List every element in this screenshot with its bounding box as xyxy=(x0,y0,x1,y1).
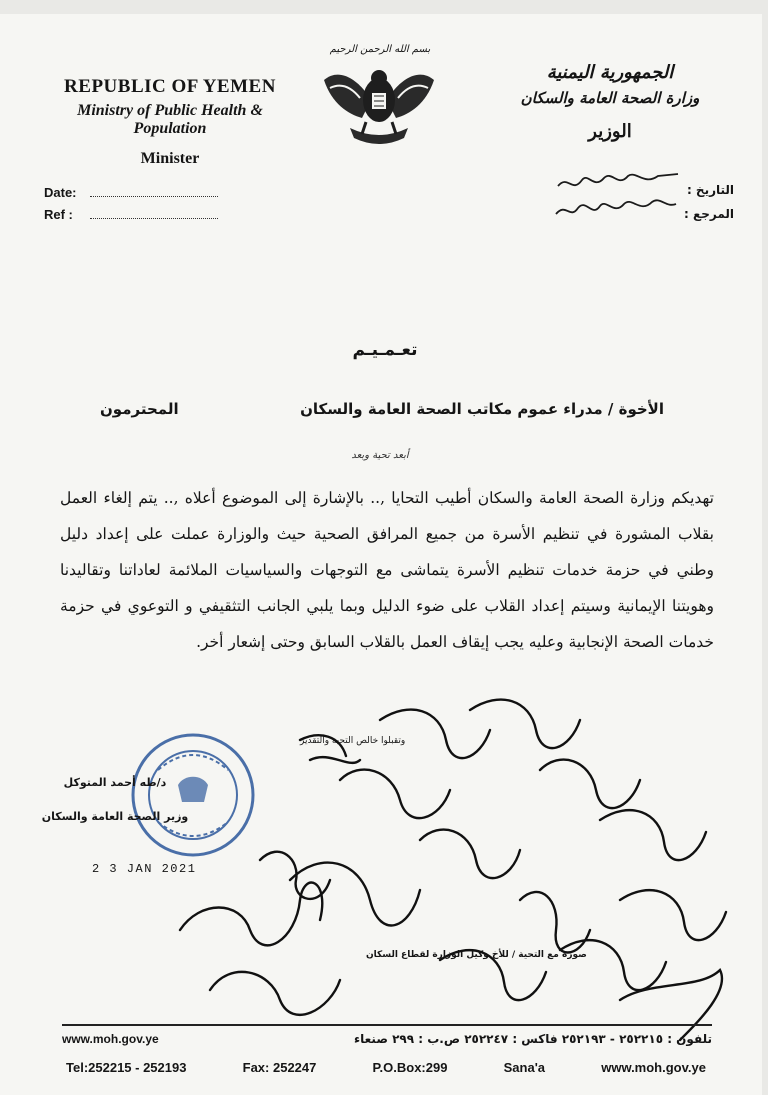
footer-divider xyxy=(62,1024,712,1026)
copy-note: صورة مع التحية / للأخ وكيل الوزارة لقطاع السكان xyxy=(366,950,587,960)
ar-ref-label: المرجع : xyxy=(684,207,734,221)
letter-body: تهديكم وزارة الصحة العامة والسكان أطيب التحايا ,.. بالإشارة إلى الموضوع أعلاه ,.. يتم إلغاء العمل بقلاب المشورة في تنظيم الأسرة من جميع المرافق الصحية حيث والوزارة عملت على إعداد دليل وطني في حزمة خدمات تنظيم الأسرة يتماشى مع التوجهات والسياسيات الملائمة لعاداتنا وتقاليدنا وهويتنا الإيمانية وسيتم إعداد القلاب على ضوء الدليل وبما يلبي الجانب التثقيفي و التوعوي في حزمة خدمات الصحة الإنجابية وعليه يجب إيقاف العمل بالقلاب السابق وحتى إشعار أخر. xyxy=(60,489,714,651)
pobox: P.O.Box:299 xyxy=(372,1060,448,1075)
website-2: www.moh.gov.ye xyxy=(601,1060,706,1075)
honorific: المحترمون xyxy=(100,400,179,418)
ar-date-label: التاريخ : xyxy=(686,183,734,197)
office-name-ar: الوزير xyxy=(588,121,632,142)
footer-row-2 xyxy=(66,1060,706,1075)
office-name-en: Minister xyxy=(140,150,200,167)
city: Sana'a xyxy=(503,1060,546,1075)
addressee: الأخوة / مدراء عموم مكاتب الصحة العامة والسكان xyxy=(300,400,664,418)
minister-title: وزير الصحة العامة والسكان xyxy=(41,810,189,823)
footer-row-1 xyxy=(62,1032,712,1046)
ministry-name-ar: وزارة الصحة العامة والسكان xyxy=(520,89,700,107)
basmala: بسم الله الرحمن الرحيم xyxy=(329,44,431,55)
circular-title: تعـمـيـم xyxy=(352,340,418,360)
fax: Fax: 252247 xyxy=(242,1060,317,1075)
greeting: أبعد تحية وبعد xyxy=(351,450,409,461)
country-name-en: REPUBLIC OF YEMEN xyxy=(64,76,276,97)
ref-label: Ref : xyxy=(44,207,73,222)
country-name-ar: الجمهورية اليمنية xyxy=(546,62,674,83)
date-label: Date: xyxy=(44,185,77,200)
ministry-name-en: Ministry of Public Health & Population xyxy=(77,102,263,137)
website: www.moh.gov.ye xyxy=(62,1032,159,1046)
minister-name: د/طه أحمد المتوكل xyxy=(63,776,167,789)
ar-contact: تلفون : ٢٥٢٢١٥ - ٢٥٢١٩٣ فاكس : ٢٥٢٢٤٧ ص.ب : ٢٩٩ صنعاء xyxy=(354,1032,712,1046)
tel: Tel:252215 - 252193 xyxy=(66,1060,187,1075)
received-stamp-date: 2 3 JAN 2021 xyxy=(92,862,197,876)
closing-note: وتقبلوا خالص التحية والتقدير xyxy=(300,736,406,746)
